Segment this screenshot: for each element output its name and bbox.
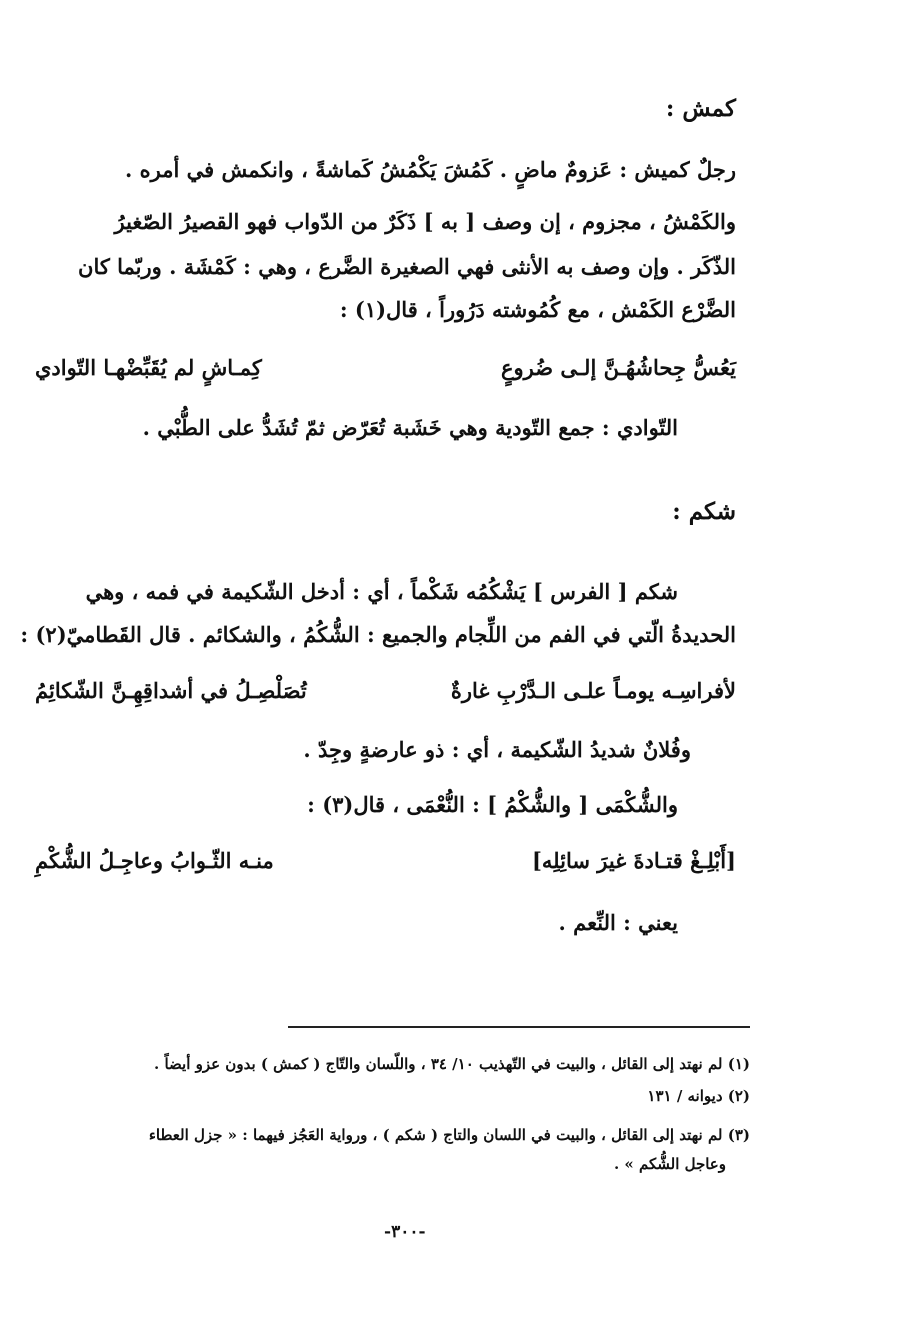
entry-text-line: والشُّكْمَى [ والشُّكْمُ ] : النُّعْمَى ، قال(٣) : (307, 792, 678, 817)
entry-text-line: الضَّرْع الكَمْش ، مع كُمُوشته دَرُوراً ، قال(١) : (339, 297, 736, 322)
entry-heading-shakam: شكم : (672, 498, 736, 525)
verse-hemistich-left: كِمـاشٍ لم يُقَبِّضْهـا التّوادي (35, 355, 262, 380)
entry-text-line: رجلٌ كميش : عَزومٌ ماضٍ . كَمُشَ يَكْمُشُ كَماشةً ، وانكمش في أمره . (125, 157, 736, 182)
verse-hemistich-left: منـه الثّـوابُ وعاجِـلُ الشُّكْمِ (35, 848, 274, 873)
page-number: -٣٠٠- (384, 1222, 426, 1242)
footnote-2: (٢) ديوانه / ١٣١ (647, 1087, 750, 1105)
entry-text-line: وفُلانٌ شديدُ الشّكيمة ، أي : ذو عارضةٍ وجِدّ . (303, 737, 691, 762)
entry-text-line: الذّكَر . وإن وصف به الأنثى فهي الصغيرة الضَّرع ، وهي : كَمْشَة . وربّما كان (78, 254, 736, 279)
verse-hemistich-left: تُصَلْصِـلُ في أشداقِهِـنَّ الشّكائِمُ (35, 678, 307, 703)
gloss-line: التّوادي : جمع التّودية وهي خَشَبة تُعَرّض ثمّ تُشَدُّ على الطُّبْي . (142, 415, 678, 440)
entry-text-line: الحديدةُ الّتي في الفم من اللِّجام والجميع : الشُّكُمُ ، والشكائم . قال القَطاميّ(٢) : (20, 622, 736, 647)
verse-hemistich-right: [أَبْلِـغْ قتـادةَ غيرَ سائِلِه] (531, 848, 736, 873)
entry-heading-kamsh: كمش : (665, 95, 736, 122)
footnote-1: (١) لم نهتد إلى القائل ، والبيت في التّهذيب ١٠/ ٣٤ ، واللّسان والتّاج ( كمش ) بدون عزو أيضاً . (154, 1055, 750, 1073)
entry-text-line: شكم [ الفرس ] يَشْكُمُه شَكْماً ، أي : أدخل الشّكيمة في فمه ، وهي (85, 579, 678, 604)
footnote-separator (288, 1026, 750, 1028)
entry-text-line: والكَمْشُ ، مجزوم ، إن وصف [ به ] ذَكَرٌ من الدّواب فهو القصيرُ الصّغيرُ (114, 209, 736, 234)
footnote-3-continuation: وعاجل الشُّكم » . (613, 1155, 726, 1173)
footnote-3: (٣) لم نهتد إلى القائل ، والبيت في اللسان والتاج ( شكم ) ، ورواية العَجُز فيهما : « جزل العطاء (148, 1126, 750, 1144)
verse-hemistich-right: يَعُسُّ جِحاشُهُـنَّ إلـى ضُروعٍ (500, 355, 736, 380)
entry-text-line: يعني : النِّعم . (558, 910, 678, 935)
verse-hemistich-right: لأفراسِـه يومـاً علـى الـدَّرْبِ غارةٌ (450, 678, 736, 703)
